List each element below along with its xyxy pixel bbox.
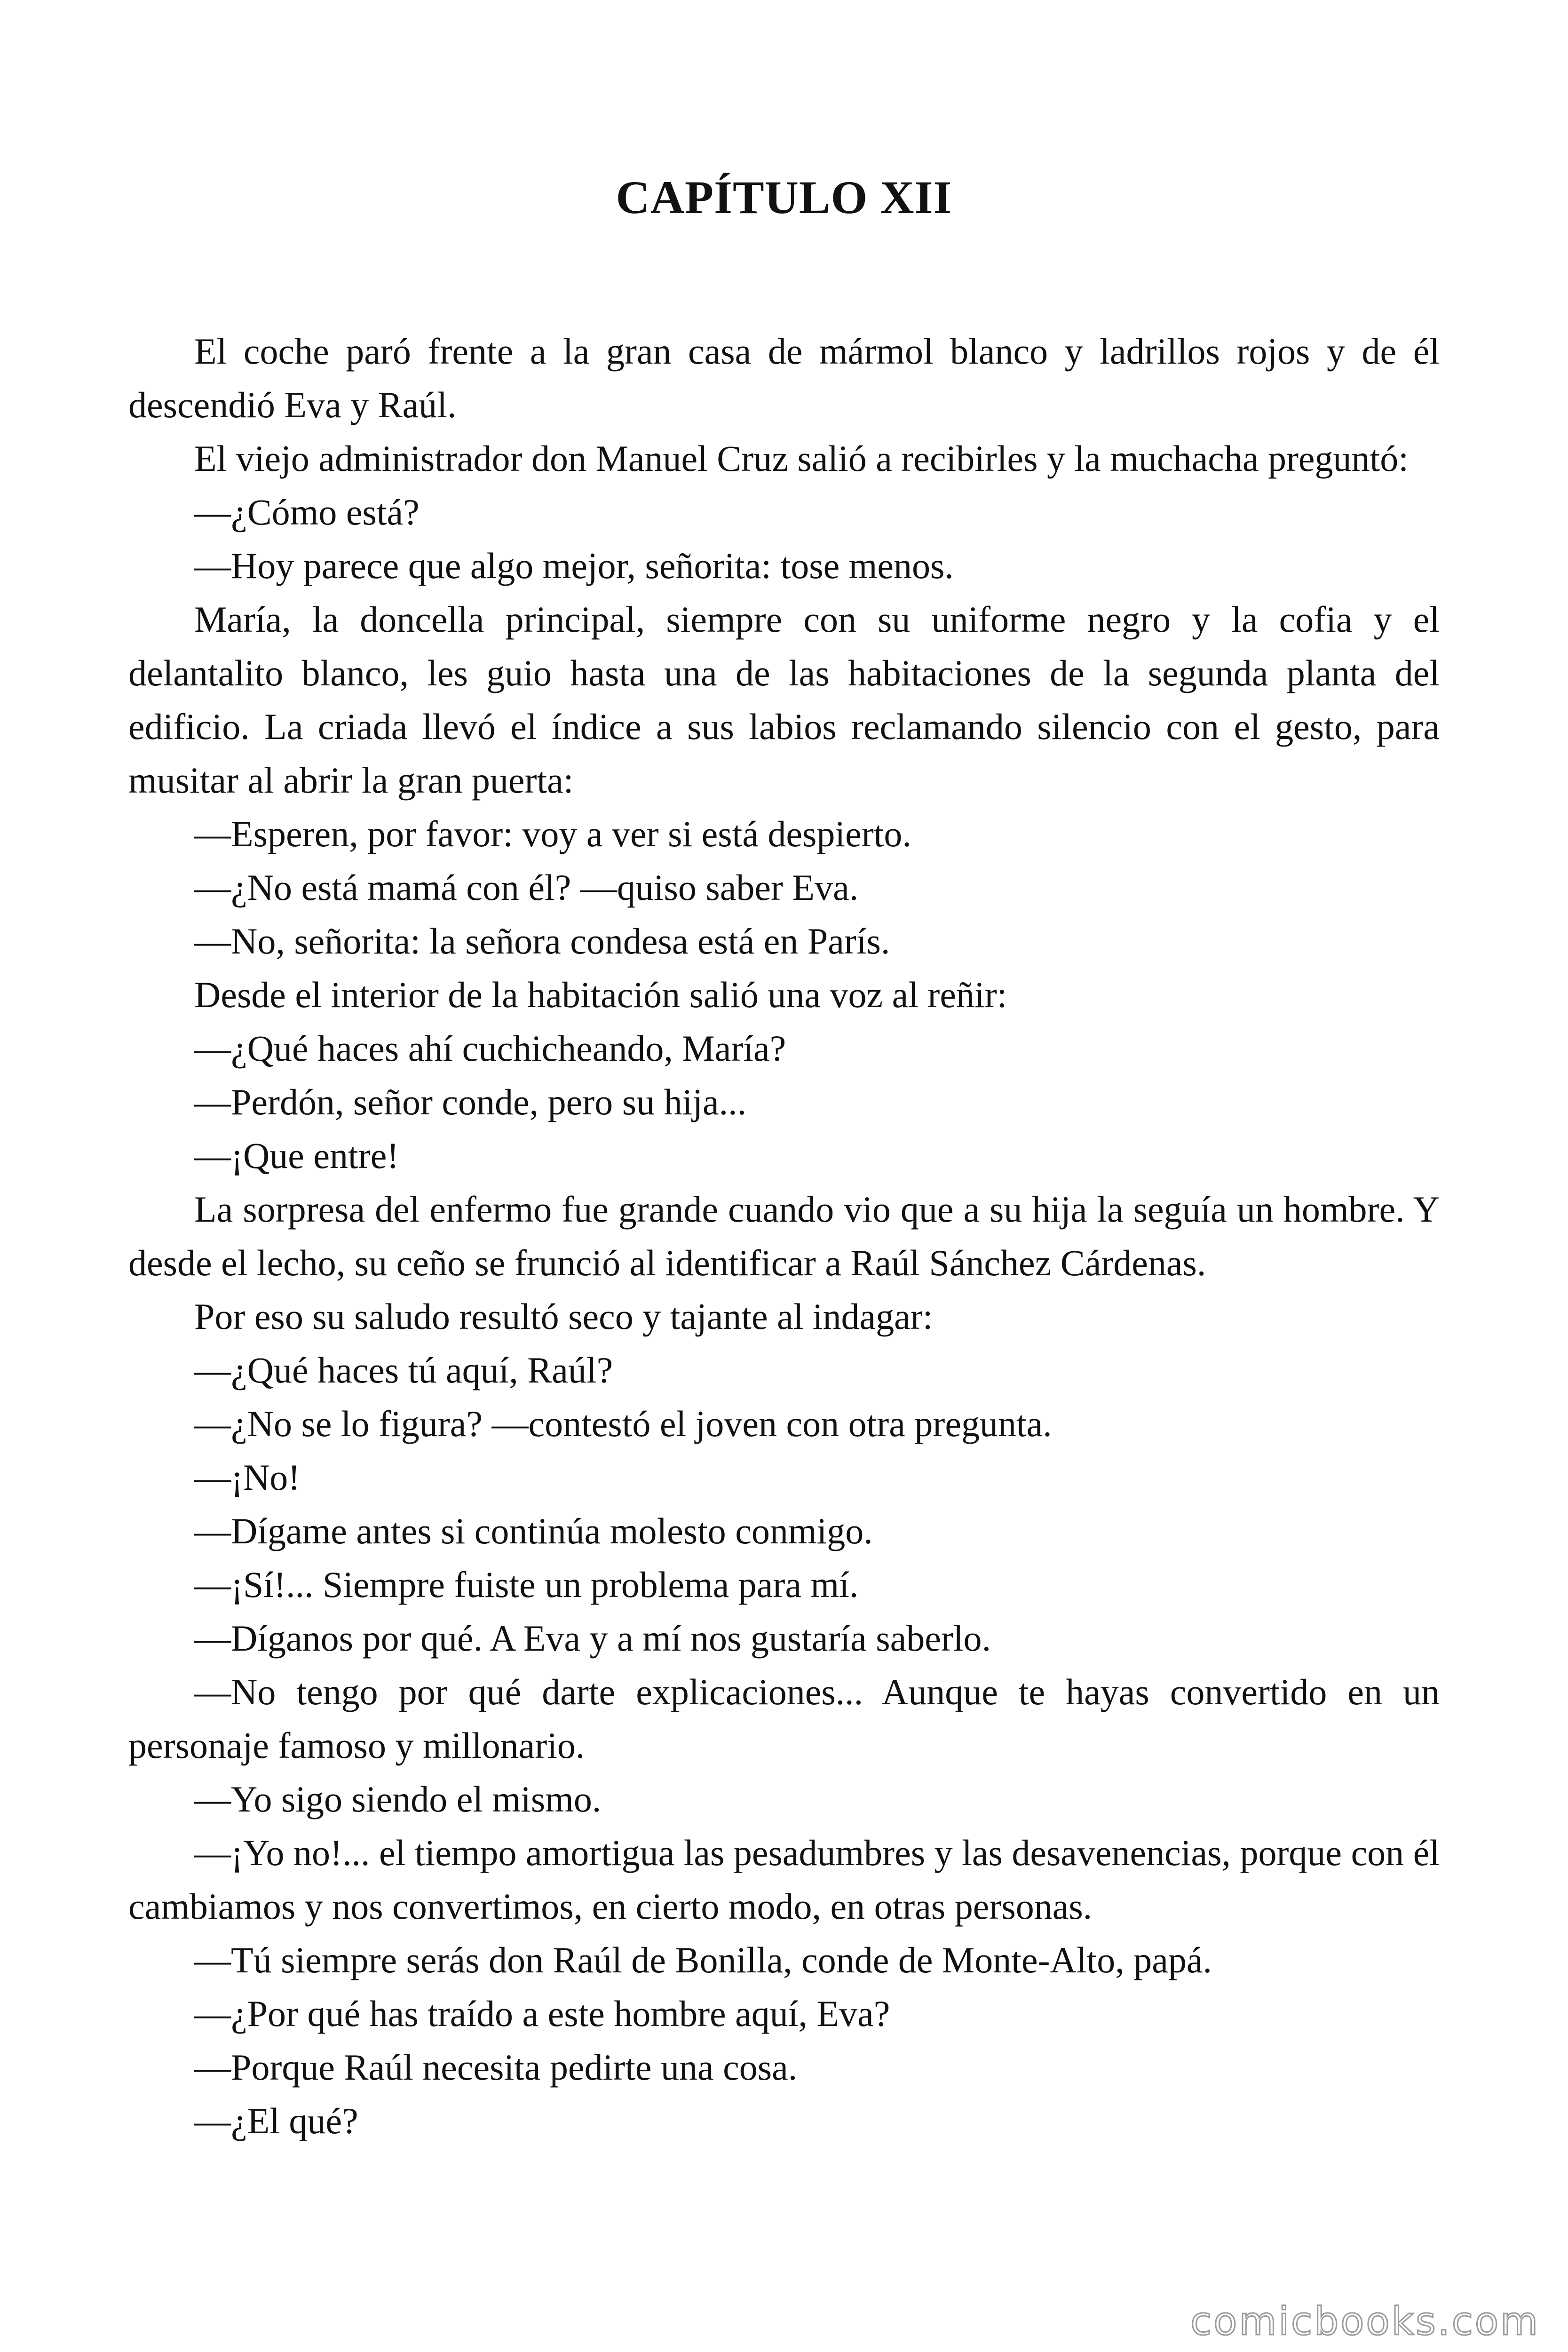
paragraph: El coche paró frente a la gran casa de mármol blanco y ladrillos rojos y de él descendió Eva y Raúl.: [128, 331, 1440, 425]
paragraph: Desde el interior de la habitación salió una voz al reñir:: [194, 974, 1007, 1015]
dialogue-line: —¿No se lo figura? —contestó el joven con otra pregunta.: [194, 1403, 1052, 1444]
dialogue-line: —¡No!: [194, 1457, 301, 1498]
dialogue-line: —No tengo por qué darte explicaciones... Aunque te hayas convertido en un personaje famoso y millonario.: [128, 1671, 1440, 1766]
dialogue-line: —¿El qué?: [194, 2100, 358, 2141]
dialogue-line: —¡Sí!... Siempre fuiste un problema para mí.: [194, 1564, 859, 1605]
dialogue-line: —¿Qué haces tú aquí, Raúl?: [194, 1350, 613, 1391]
dialogue-line: —Yo sigo siendo el mismo.: [194, 1779, 602, 1820]
dialogue-line: —No, señorita: la señora condesa está en París.: [194, 921, 890, 961]
paragraph: El viejo administrador don Manuel Cruz salió a recibirles y la muchacha preguntó:: [194, 438, 1409, 479]
dialogue-line: —¡Que entre!: [194, 1135, 399, 1176]
dialogue-line: —¡Yo no!... el tiempo amortigua las pesadumbres y las desavenencias, porque con él cambiamos y nos convertimos, en cierto modo, en otras personas.: [128, 1832, 1440, 1927]
dialogue-line: —¿Qué haces ahí cuchicheando, María?: [194, 1028, 786, 1069]
dialogue-line: —Hoy parece que algo mejor, señorita: tose menos.: [194, 545, 954, 586]
paragraph: María, la doncella principal, siempre con su uniforme negro y la cofia y el delantalito blanco, les guio hasta una de las habitaciones de la segunda planta del edificio. La criada llevó el índice a sus labios reclamando silencio con el gesto, para musitar al abrir la gran puerta:: [128, 599, 1440, 801]
paragraph: Por eso su saludo resultó seco y tajante al indagar:: [194, 1296, 933, 1337]
dialogue-line: —Perdón, señor conde, pero su hija...: [194, 1081, 747, 1122]
watermark: comicbooks.com: [1190, 2299, 1540, 2344]
dialogue-line: —¿Cómo está?: [194, 492, 420, 532]
dialogue-line: —¿No está mamá con él? —quiso saber Eva.: [194, 867, 859, 908]
dialogue-line: —Porque Raúl necesita pedirte una cosa.: [194, 2047, 798, 2088]
dialogue-line: —Tú siempre serás don Raúl de Bonilla, conde de Monte-Alto, papá.: [194, 1939, 1212, 1980]
chapter-body: [128, 325, 1440, 2148]
chapter-title: CAPÍTULO XII: [616, 171, 952, 223]
dialogue-line: —¿Por qué has traído a este hombre aquí, Eva?: [194, 1993, 890, 2034]
dialogue-line: —Esperen, por favor: voy a ver si está despierto.: [194, 813, 911, 854]
dialogue-line: —Dígame antes si continúa molesto conmigo.: [194, 1510, 873, 1551]
paragraph: La sorpresa del enfermo fue grande cuando vio que a su hija la seguía un hombre. Y desde el lecho, su ceño se frunció al identificar a Raúl Sánchez Cárdenas.: [128, 1189, 1440, 1283]
dialogue-line: —Díganos por qué. A Eva y a mí nos gustaría saberlo.: [194, 1618, 991, 1659]
